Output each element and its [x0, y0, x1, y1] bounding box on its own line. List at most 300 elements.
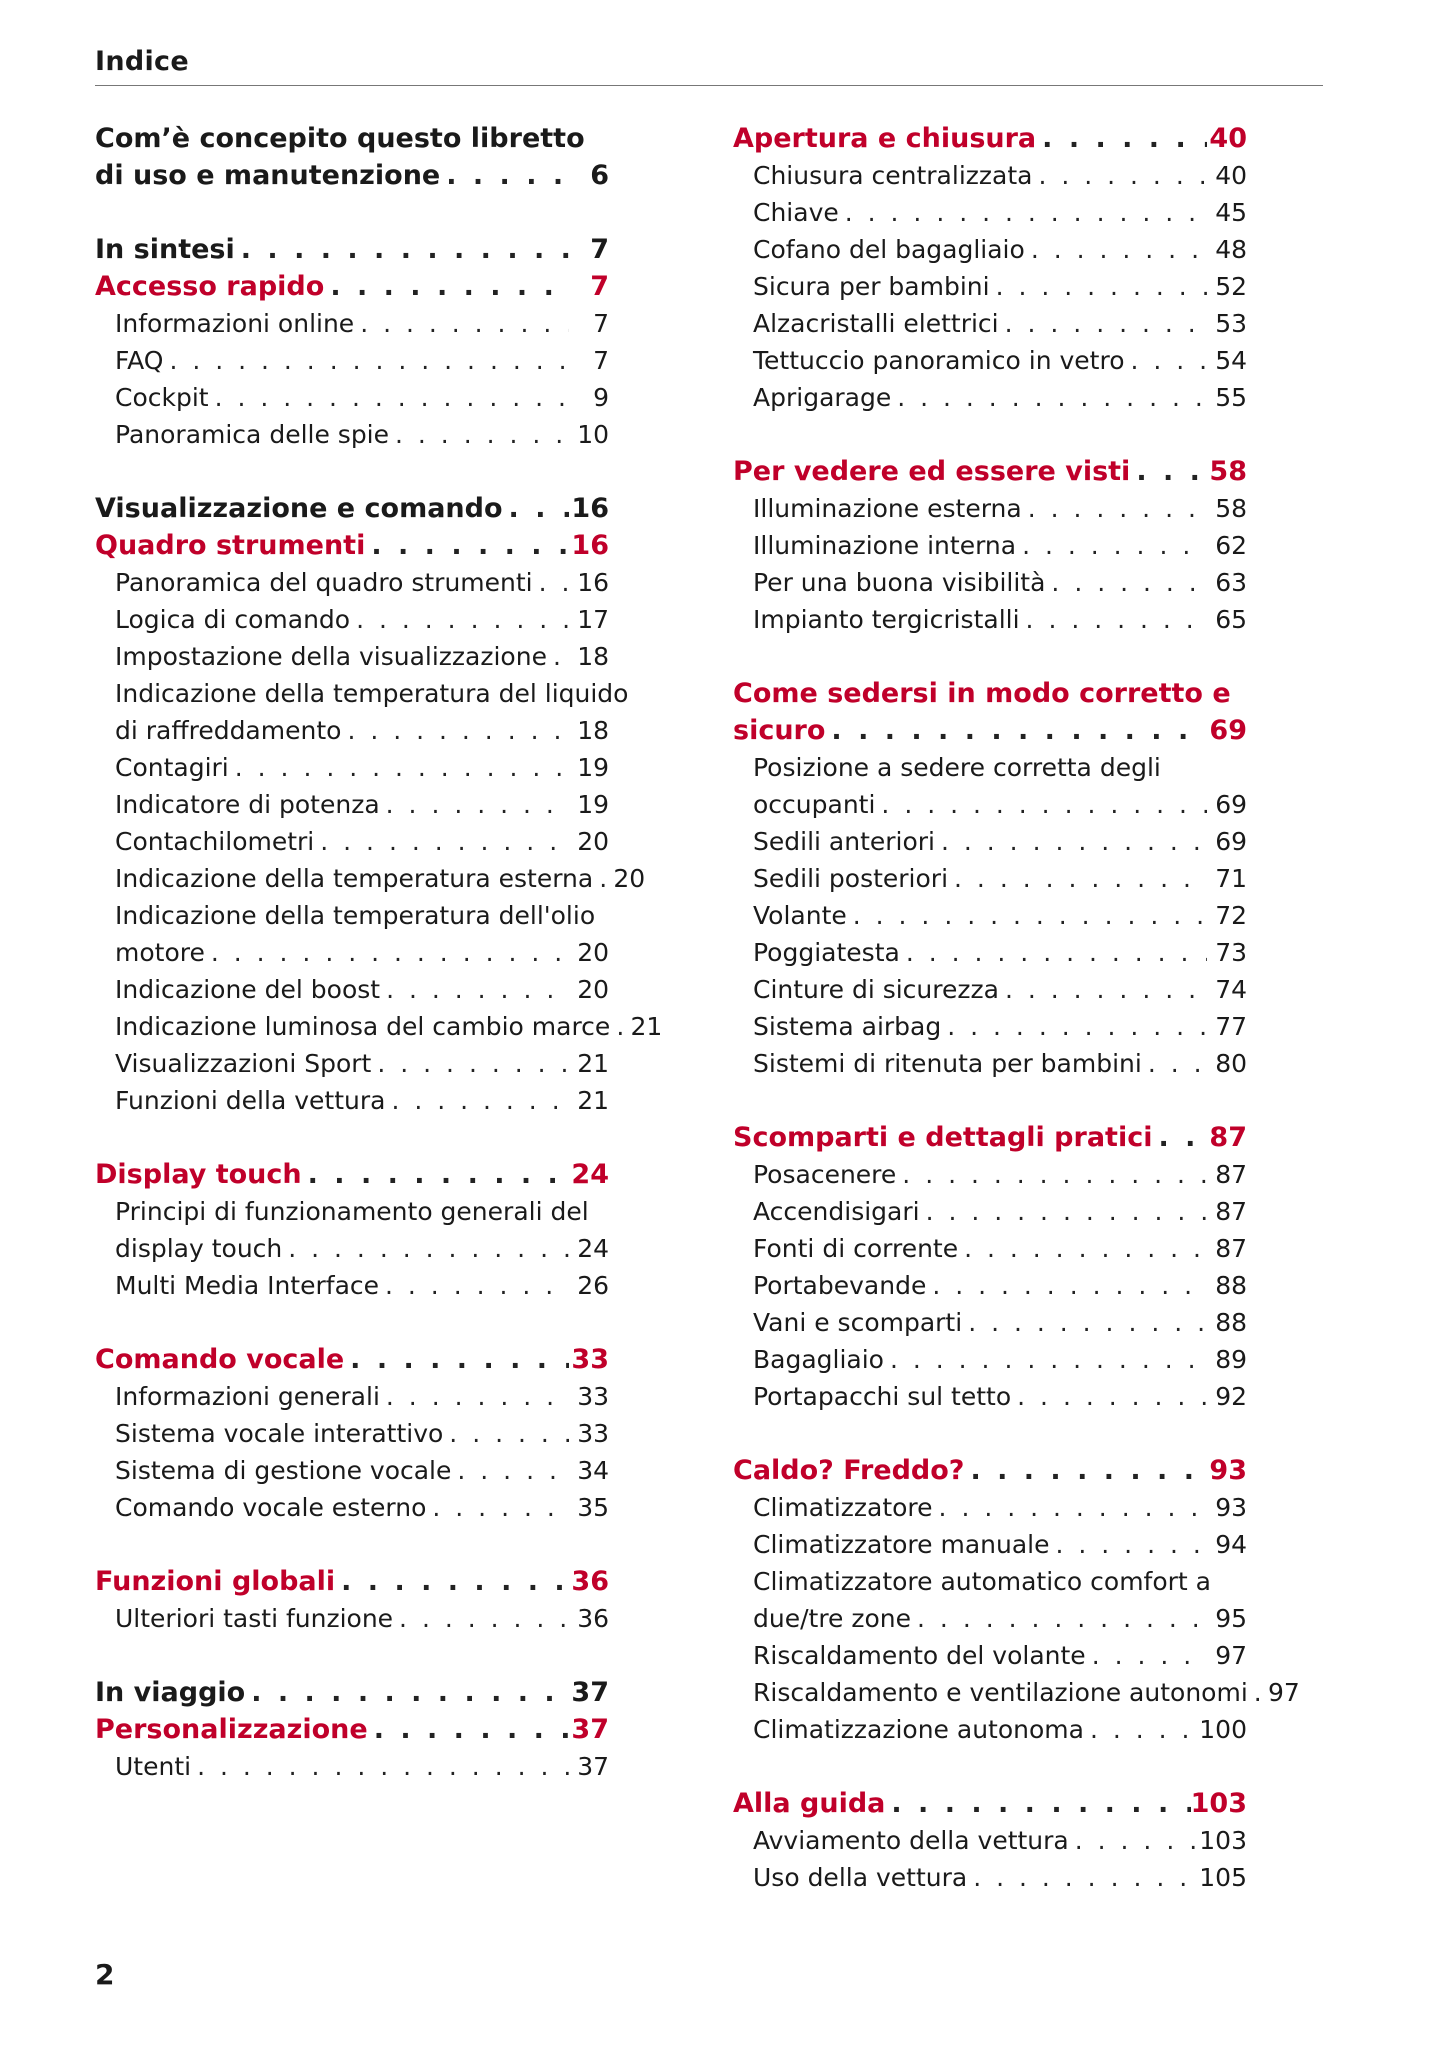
toc-chapter[interactable]: [733, 453, 1247, 490]
toc-page-number: 33: [577, 1419, 609, 1448]
section-gap: [733, 1082, 1247, 1119]
toc-page-number: 20: [577, 975, 609, 1004]
dot-leader: [958, 1230, 1207, 1267]
toc-page-number: 10: [577, 420, 609, 449]
toc-page-number: 55: [1215, 383, 1247, 412]
toc-entry[interactable]: [95, 712, 609, 749]
section-gap: [733, 1415, 1247, 1452]
toc-entry-title: Climatizzazione autonoma: [753, 1715, 1084, 1744]
dot-leader: [302, 1156, 569, 1193]
toc-page-number: 37: [571, 1677, 609, 1708]
dot-leader: [443, 1415, 569, 1452]
toc-page-number: 100: [1199, 1715, 1247, 1744]
toc-entry-title: Panoramica del quadro strumenti: [115, 568, 533, 597]
toc-entry[interactable]: [95, 1082, 609, 1119]
toc-chapter[interactable]: [95, 1711, 609, 1748]
toc-page-number: 19: [577, 790, 609, 819]
dot-leader: [920, 1193, 1207, 1230]
dot-leader: [1032, 157, 1207, 194]
section-gap: [95, 453, 609, 490]
toc-chapter[interactable]: [733, 1452, 1247, 1489]
dot-leader: [911, 1600, 1207, 1637]
toc-entry[interactable]: [95, 1748, 609, 1785]
toc-entry-title: Uso della vettura: [753, 1863, 968, 1892]
section-gap: [95, 1526, 609, 1563]
toc-entry-title: Indicazione della temperatura esterna: [115, 864, 594, 893]
toc-entry[interactable]: [733, 1304, 1247, 1341]
toc-page-number: 69: [1209, 715, 1247, 746]
toc-entry[interactable]: [95, 379, 609, 416]
dot-leader: [371, 1045, 569, 1082]
toc-entry-title: Comando vocale esterno: [115, 1493, 427, 1522]
toc-entry[interactable]: [733, 897, 1247, 934]
toc-entry-title: Climatizzatore: [753, 1493, 933, 1522]
dot-leader: [314, 823, 569, 860]
dot-leader: [282, 1230, 569, 1267]
toc-entry-title: Indicatore di potenza: [115, 790, 380, 819]
dot-leader: [593, 860, 605, 897]
toc-entry[interactable]: [733, 379, 1247, 416]
dot-leader: [884, 1341, 1207, 1378]
toc-entry-title: Funzioni globali: [95, 1566, 336, 1597]
toc-entry-title: Cinture di sicurezza: [753, 975, 999, 1004]
toc-page-number: 7: [590, 271, 609, 302]
toc-page-number: 73: [1215, 938, 1247, 967]
dot-leader: [245, 1674, 569, 1711]
toc-entry[interactable]: [95, 1452, 609, 1489]
toc-entry-title: Riscaldamento del volante: [753, 1641, 1086, 1670]
toc-entry-title: di uso e manutenzione: [95, 160, 441, 191]
toc-page-number: 18: [577, 642, 609, 671]
toc-entry-title: Apertura e chiusura: [733, 123, 1037, 154]
toc-entry-title: Scomparti e dettagli pratici: [733, 1122, 1153, 1153]
dot-leader: [1152, 1119, 1207, 1156]
dot-leader: [610, 1008, 622, 1045]
dot-leader: [962, 1304, 1207, 1341]
toc-page-number: 24: [571, 1159, 609, 1190]
dot-leader: [967, 1859, 1199, 1896]
dot-leader: [335, 1563, 569, 1600]
toc-page-number: 20: [577, 827, 609, 856]
toc-entry[interactable]: [95, 638, 609, 675]
toc-entry[interactable]: [95, 749, 609, 786]
toc-entry[interactable]: [733, 786, 1247, 823]
toc-page-number: 52: [1215, 272, 1247, 301]
toc-page-number: 58: [1215, 494, 1247, 523]
toc-entry-title: Sistema di gestione vocale: [115, 1456, 452, 1485]
toc-entry[interactable]: [733, 1267, 1247, 1304]
toc-page-number: 54: [1215, 346, 1247, 375]
toc-page-number: 97: [1215, 1641, 1247, 1670]
toc-entry-title: Sedili anteriori: [753, 827, 935, 856]
toc-chapter[interactable]: [95, 1674, 609, 1711]
toc-chapter[interactable]: [95, 1341, 609, 1378]
dot-leader: [891, 379, 1207, 416]
toc-page-number: 21: [577, 1086, 609, 1115]
toc-entry-title: Chiave: [753, 198, 839, 227]
toc-entry-title: Visualizzazioni Sport: [115, 1049, 372, 1078]
dot-leader: [935, 823, 1207, 860]
toc-entry-line1: Com’è concepito questo libretto: [95, 123, 585, 154]
toc-chapter[interactable]: [95, 490, 609, 527]
dot-leader: [350, 601, 569, 638]
toc-page-number: 17: [577, 605, 609, 634]
toc-page-number: 48: [1215, 235, 1247, 264]
toc-entry[interactable]: [733, 194, 1247, 231]
toc-entry[interactable]: [95, 342, 609, 379]
toc-entry-title: Caldo? Freddo?: [733, 1455, 965, 1486]
toc-entry[interactable]: [95, 1267, 609, 1304]
toc-entry-title: Logica di comando: [115, 605, 351, 634]
toc-entry-title: Fonti di corrente: [753, 1234, 959, 1263]
toc-entry-title: Alzacristalli elettrici: [753, 309, 999, 338]
section-gap: [95, 1119, 609, 1156]
toc-page-number: 7: [590, 234, 609, 265]
toc-chapter[interactable]: [733, 1785, 1247, 1822]
dot-leader: [1036, 120, 1207, 157]
toc-page-number: 103: [1190, 1788, 1247, 1819]
toc-page-number: 69: [1215, 790, 1247, 819]
dot-leader: [205, 934, 569, 971]
page-header-title: Indice: [95, 46, 189, 77]
toc-page-number: 6: [590, 160, 609, 191]
toc-entry-title: motore: [115, 938, 205, 967]
toc-page-number: 53: [1215, 309, 1247, 338]
toc-page-number: 65: [1215, 605, 1247, 634]
dot-leader: [324, 268, 569, 305]
toc-entry-title: Informazioni online: [115, 309, 355, 338]
toc-page-number: 33: [571, 1344, 609, 1375]
toc-page-number: 16: [571, 530, 609, 561]
toc-entry-title: Ulteriori tasti funzione: [115, 1604, 394, 1633]
toc-entry[interactable]: [95, 305, 609, 342]
section-gap: [733, 1748, 1247, 1785]
dot-leader: [368, 1711, 569, 1748]
toc-entry-title: Accendisigari: [753, 1197, 920, 1226]
toc-entry[interactable]: [733, 1008, 1247, 1045]
toc-entry-title: Sistema airbag: [753, 1012, 942, 1041]
dot-leader: [163, 342, 569, 379]
toc-entry-title: Poggiatesta: [753, 938, 900, 967]
dot-leader: [948, 860, 1207, 897]
toc-page-number: 16: [571, 493, 609, 524]
toc-entry-title: Cofano del bagagliaio: [753, 235, 1025, 264]
toc-page-number: 16: [577, 568, 609, 597]
toc-entry-title: Bagagliaio: [753, 1345, 884, 1374]
toc-page-number: 92: [1215, 1382, 1247, 1411]
dot-leader: [896, 1156, 1207, 1193]
toc-page-number: 63: [1215, 568, 1247, 597]
dot-leader: [1025, 231, 1207, 268]
toc-page-number: 87: [1215, 1160, 1247, 1189]
dot-leader: [393, 1600, 569, 1637]
dot-leader: [825, 712, 1207, 749]
toc-entry[interactable]: [95, 1045, 609, 1082]
dot-leader: [385, 1082, 569, 1119]
toc-page-number: 94: [1215, 1530, 1247, 1559]
toc-chapter[interactable]: [95, 231, 609, 268]
toc-page-number: 88: [1215, 1271, 1247, 1300]
toc-entry[interactable]: [95, 1378, 609, 1415]
toc-page-number: 20: [577, 938, 609, 967]
dot-leader: [533, 564, 569, 601]
toc-page-number: 97: [1267, 1678, 1300, 1707]
header-rule: [95, 85, 1323, 86]
dot-leader: [1084, 1711, 1199, 1748]
toc-page-number: 87: [1215, 1234, 1247, 1263]
toc-entry-title: Accesso rapido: [95, 271, 325, 302]
toc-entry-title: In sintesi: [95, 234, 235, 265]
dot-leader: [885, 1785, 1190, 1822]
toc-entry[interactable]: [733, 1526, 1247, 1563]
toc-entry[interactable]: [733, 490, 1247, 527]
toc-entry-title: Tettuccio panoramico in vetro: [753, 346, 1125, 375]
toc-entry[interactable]: [95, 934, 609, 971]
toc-entry-title: Impostazione della visualizzazione: [115, 642, 547, 671]
toc-page-number: 89: [1215, 1345, 1247, 1374]
dot-leader: [344, 1341, 569, 1378]
toc-entry[interactable]: [733, 1711, 1247, 1748]
toc-entry-line1: Indicazione della temperatura del liquido: [115, 679, 629, 708]
toc-entry[interactable]: [733, 934, 1247, 971]
toc-entry[interactable]: [733, 1489, 1247, 1526]
toc-entry-title: Comando vocale: [95, 1344, 345, 1375]
toc-entry-title: due/tre zone: [753, 1604, 912, 1633]
dot-leader: [1011, 1378, 1207, 1415]
toc-entry[interactable]: [95, 1230, 609, 1267]
toc-page-number: 72: [1215, 901, 1247, 930]
dot-leader: [209, 379, 569, 416]
toc-entry-title: Display touch: [95, 1159, 302, 1190]
section-gap: [95, 1637, 609, 1674]
toc-entry-title: Avviamento della vettura: [753, 1826, 1069, 1855]
toc-entry-title: Sistemi di ritenuta per bambini: [753, 1049, 1142, 1078]
toc-page-number: 36: [571, 1566, 609, 1597]
toc-entry-title: Indicazione luminosa del cambio marce: [115, 1012, 611, 1041]
toc-entry-title: Portabevande: [753, 1271, 927, 1300]
dot-leader: [1124, 342, 1207, 379]
toc-entry-title: display touch: [115, 1234, 283, 1263]
toc-page-number: 74: [1215, 975, 1247, 1004]
toc-entry-title: Alla guida: [733, 1788, 886, 1819]
toc-entry-title: Indicazione del boost: [115, 975, 381, 1004]
toc-entry-title: Funzioni della vettura: [115, 1086, 386, 1115]
toc-page-number: 40: [1215, 161, 1247, 190]
toc-entry-line1: Come sedersi in modo corretto e: [733, 678, 1231, 709]
dot-leader: [926, 1267, 1207, 1304]
toc-chapter[interactable]: [95, 1563, 609, 1600]
toc-entry-title: Sedili posteriori: [753, 864, 949, 893]
toc-page-number: 93: [1209, 1455, 1247, 1486]
toc-entry[interactable]: [733, 342, 1247, 379]
page-number: 2: [95, 1958, 115, 1991]
toc-column-right: [733, 120, 1300, 1896]
toc-entry[interactable]: [733, 601, 1247, 638]
dot-leader: [847, 897, 1207, 934]
toc-entry-title: FAQ: [115, 346, 164, 375]
toc-entry[interactable]: [95, 1415, 609, 1452]
dot-leader: [1050, 1526, 1208, 1563]
toc-page-number: 37: [571, 1714, 609, 1745]
toc-entry-title: Riscaldamento e ventilazione autonomi: [753, 1678, 1248, 1707]
toc-entry-title: Sistema vocale interattivo: [115, 1419, 444, 1448]
toc-entry[interactable]: [733, 1378, 1247, 1415]
toc-entry[interactable]: [95, 564, 609, 601]
toc-chapter[interactable]: [733, 1119, 1247, 1156]
dot-leader: [1248, 1674, 1260, 1711]
toc-page-number: 18: [577, 716, 609, 745]
toc-entry-title: Portapacchi sul tetto: [753, 1382, 1012, 1411]
toc-entry-title: sicuro: [733, 715, 826, 746]
toc-entry[interactable]: [733, 823, 1247, 860]
dot-leader: [1016, 527, 1207, 564]
toc-page-number: 7: [593, 346, 609, 375]
toc-entry[interactable]: [95, 1489, 609, 1526]
toc-entry-title: Posacenere: [753, 1160, 897, 1189]
toc-entry-title: Climatizzatore manuale: [753, 1530, 1050, 1559]
dot-leader: [365, 527, 569, 564]
toc-page-number: 80: [1215, 1049, 1247, 1078]
dot-leader: [1022, 490, 1207, 527]
toc-entry[interactable]: [733, 971, 1247, 1008]
dot-leader: [380, 786, 569, 823]
toc-page-number: 105: [1199, 1863, 1247, 1892]
toc-entry-title: Contagiri: [115, 753, 229, 782]
dot-leader: [503, 490, 569, 527]
toc-page-number: 26: [577, 1271, 609, 1300]
toc-entry[interactable]: [733, 527, 1247, 564]
toc-entry[interactable]: [733, 157, 1247, 194]
toc-entry[interactable]: [733, 1230, 1247, 1267]
toc-entry[interactable]: [733, 1674, 1300, 1711]
toc-entry-title: Cockpit: [115, 383, 209, 412]
toc-page-number: 21: [630, 1012, 663, 1041]
toc-page-number: 36: [577, 1604, 609, 1633]
toc-entry-title: Vani e scomparti: [753, 1308, 963, 1337]
toc-entry-title: di raffreddamento: [115, 716, 342, 745]
toc-entry[interactable]: [733, 231, 1247, 268]
toc-page-number: 20: [613, 864, 646, 893]
toc-page-number: 35: [577, 1493, 609, 1522]
toc-entry-title: Per vedere ed essere visti: [733, 456, 1131, 487]
dot-leader: [235, 231, 569, 268]
toc-page-number: 87: [1215, 1197, 1247, 1226]
toc-entry[interactable]: [733, 1859, 1247, 1896]
toc-entry[interactable]: [733, 1341, 1247, 1378]
toc-entry-line1: Indicazione della temperatura dell'olio: [115, 901, 596, 930]
toc-entry-title: Per una buona visibilità: [753, 568, 1046, 597]
dot-leader: [990, 268, 1207, 305]
toc-page-number: 9: [593, 383, 609, 412]
toc-entry[interactable]: [733, 268, 1247, 305]
toc-chapter[interactable]: [95, 268, 609, 305]
dot-leader: [354, 305, 569, 342]
toc-entry[interactable]: [733, 1156, 1247, 1193]
toc-chapter[interactable]: [95, 1156, 609, 1193]
dot-leader: [1020, 601, 1207, 638]
toc-chapter[interactable]: [733, 120, 1247, 157]
toc-column-left: [95, 120, 663, 1785]
toc-page-number: 62: [1215, 531, 1247, 560]
toc-entry[interactable]: [733, 860, 1247, 897]
toc-entry-title: Illuminazione esterna: [753, 494, 1022, 523]
toc-chapter[interactable]: [95, 157, 609, 194]
toc-page-number: 71: [1215, 864, 1247, 893]
toc-page-number: 24: [577, 1234, 609, 1263]
toc-page-number: 21: [577, 1049, 609, 1078]
section-gap: [95, 194, 609, 231]
toc-entry-title: Informazioni generali: [115, 1382, 380, 1411]
toc-page-number: 19: [577, 753, 609, 782]
dot-leader: [341, 712, 569, 749]
toc-entry[interactable]: [95, 416, 609, 453]
dot-leader: [380, 1378, 569, 1415]
dot-leader: [839, 194, 1207, 231]
toc-entry[interactable]: [95, 971, 609, 1008]
toc-page-number: 69: [1215, 827, 1247, 856]
toc-entry[interactable]: [733, 564, 1247, 601]
toc-entry[interactable]: [733, 1193, 1247, 1230]
toc-page-number: 88: [1215, 1308, 1247, 1337]
dot-leader: [1086, 1637, 1207, 1674]
dot-leader: [229, 749, 569, 786]
toc-entry-title: Sicura per bambini: [753, 272, 990, 301]
toc-page-number: 34: [577, 1456, 609, 1485]
toc-entry[interactable]: [95, 1008, 663, 1045]
toc-page-number: 40: [1209, 123, 1247, 154]
toc-entry-line1: Posizione a sedere corretta degli: [753, 753, 1161, 782]
toc-page-number: 7: [593, 309, 609, 338]
toc-page-number: 93: [1215, 1493, 1247, 1522]
toc-entry-title: Visualizzazione e comando: [95, 493, 503, 524]
dot-leader: [875, 786, 1207, 823]
dot-leader: [1069, 1822, 1200, 1859]
toc-entry[interactable]: [733, 1600, 1247, 1637]
toc-chapter[interactable]: [733, 712, 1247, 749]
toc-page-number: 87: [1209, 1122, 1247, 1153]
toc-entry[interactable]: [95, 860, 646, 897]
toc-page-number: 95: [1215, 1604, 1247, 1633]
toc-entry[interactable]: [733, 1637, 1247, 1674]
toc-entry[interactable]: [733, 1822, 1247, 1859]
toc-entry[interactable]: [95, 1600, 609, 1637]
dot-leader: [547, 638, 569, 675]
toc-entry-title: Utenti: [115, 1752, 192, 1781]
toc-entry-title: Illuminazione interna: [753, 531, 1017, 560]
dot-leader: [451, 1452, 569, 1489]
toc-entry[interactable]: [733, 1045, 1247, 1082]
dot-leader: [941, 1008, 1207, 1045]
dot-leader: [1045, 564, 1207, 601]
toc-page-number: 77: [1215, 1012, 1247, 1041]
section-gap: [95, 1304, 609, 1341]
toc-page-number: 45: [1215, 198, 1247, 227]
toc-chapter[interactable]: [95, 527, 609, 564]
dot-leader: [999, 305, 1207, 342]
toc-entry-title: Volante: [753, 901, 847, 930]
toc-page-number: 33: [577, 1382, 609, 1411]
toc-entry[interactable]: [95, 601, 609, 638]
toc-entry-line1: Principi di funzionamento generali del: [115, 1197, 589, 1226]
toc-entry[interactable]: [733, 305, 1247, 342]
dot-leader: [964, 1452, 1207, 1489]
toc-entry-title: In viaggio: [95, 1677, 246, 1708]
toc-entry-title: Aprigarage: [753, 383, 892, 412]
dot-leader: [900, 934, 1207, 971]
toc-entry[interactable]: [95, 823, 609, 860]
toc-entry[interactable]: [95, 786, 609, 823]
toc-entry-title: Contachilometri: [115, 827, 315, 856]
